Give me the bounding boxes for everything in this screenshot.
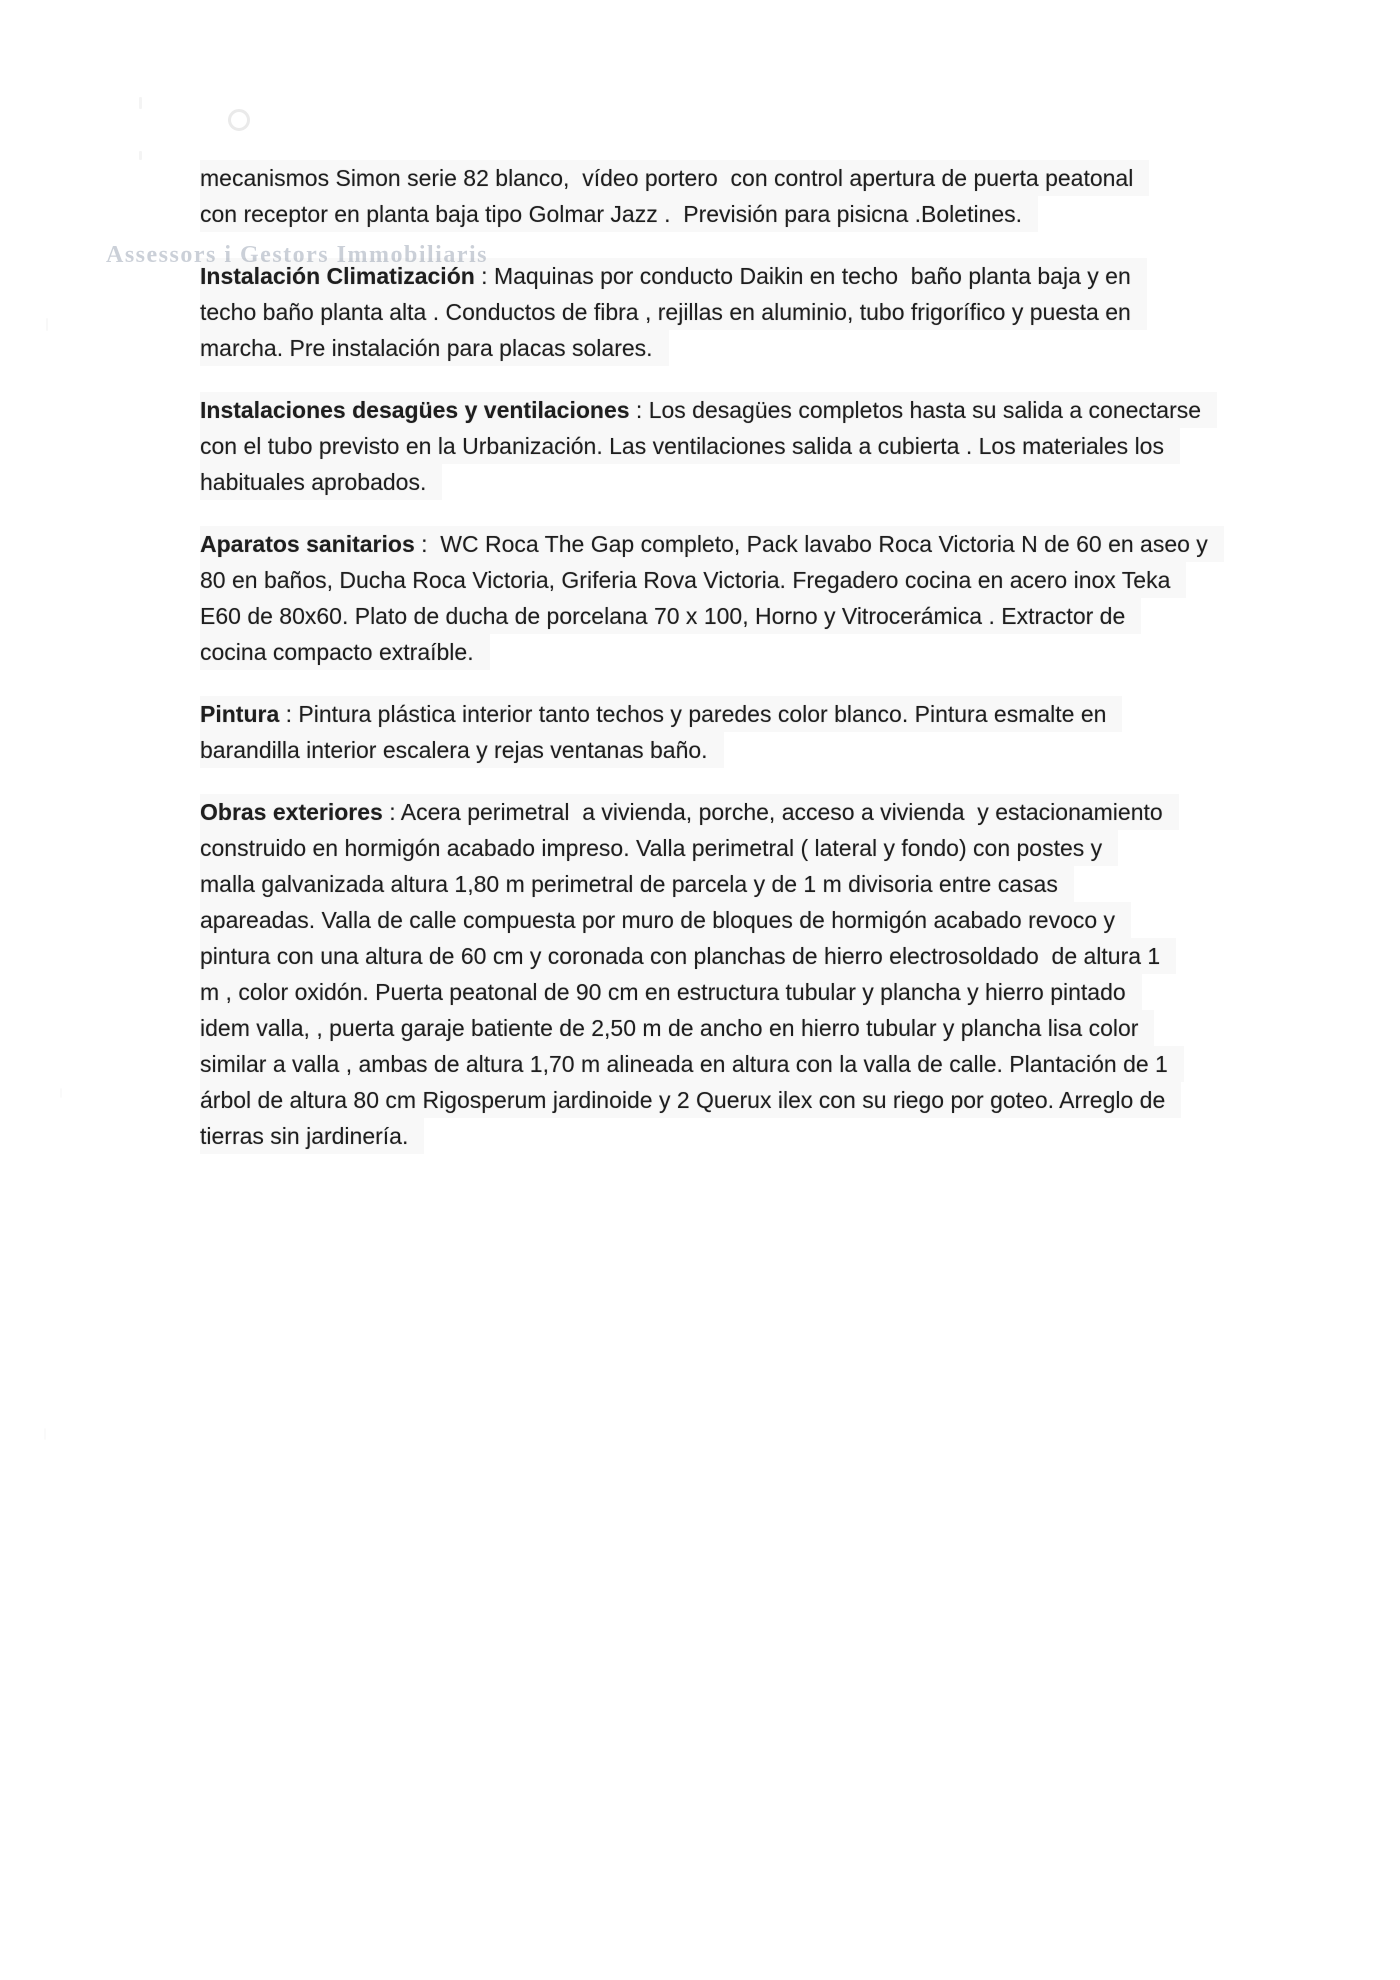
body-text: idem valla, , puerta garaje batiente de 2,50 m de ancho en hierro tubular y plancha lisa color (200, 1015, 1139, 1041)
section-heading: Instalaciones desagües y ventilaciones (200, 397, 630, 423)
body-text: tierras sin jardinería. (200, 1123, 409, 1149)
text-line (200, 696, 1122, 732)
text-line (200, 830, 1118, 866)
body-text: con el tubo previsto en la Urbanización. Las ventilaciones salida a cubierta . Los materiales los (200, 433, 1164, 459)
scan-artifact-ring (228, 109, 250, 131)
section-heading: Pintura (200, 701, 280, 727)
text-line (200, 902, 1131, 938)
text-line (200, 464, 442, 500)
body-text: habituales aprobados. (200, 469, 427, 495)
body-text: apareadas. Valla de calle compuesta por muro de bloques de hormigón acabado revoco y (200, 907, 1116, 933)
text-line (200, 1046, 1184, 1082)
watermark-text: Assessors i Gestors Immobiliaris (106, 242, 488, 268)
body-text: E60 de 80x60. Plato de ducha de porcelana 70 x 100, Horno y Vitrocerámica . Extractor de (200, 603, 1126, 629)
text-line (200, 974, 1142, 1010)
text-line (200, 794, 1179, 830)
body-text: similar a valla , ambas de altura 1,70 m alineada en altura con la valla de calle. Plantación de 1 (200, 1051, 1168, 1077)
paragraph-obras-exteriores (200, 794, 1245, 1154)
text-line (200, 598, 1141, 634)
body-text: : Acera perimetral a vivienda, porche, acceso a vivienda y estacionamiento (382, 799, 1163, 825)
body-text: barandilla interior escalera y rejas ventanas baño. (200, 737, 708, 763)
text-line (200, 634, 490, 670)
text-line (200, 160, 1149, 196)
body-text: : Maquinas por conducto Daikin en techo baño planta baja y en (474, 263, 1131, 289)
body-text: con receptor en planta baja tipo Golmar Jazz . Previsión para pisicna .Boletines. (200, 201, 1023, 227)
text-line (200, 428, 1180, 464)
scan-artifact-smudge (60, 1088, 62, 1098)
scan-artifact-smudge (46, 318, 48, 331)
paragraph-aparatos-sanitarios (200, 526, 1245, 670)
body-text: 80 en baños, Ducha Roca Victoria, Griferia Rova Victoria. Fregadero cocina en acero inox Teka (200, 567, 1171, 593)
body-text: construido en hormigón acabado impreso. Valla perimetral ( lateral y fondo) con postes y (200, 835, 1103, 861)
section-heading: Instalación Climatización (200, 263, 475, 289)
scan-artifact-smudge (139, 97, 142, 109)
body-text: pintura con una altura de 60 cm y coronada con planchas de hierro electrosoldado de altura 1 (200, 943, 1161, 969)
body-text: : Pintura plástica interior tanto techos y paredes color blanco. Pintura esmalte en (279, 701, 1107, 727)
text-line (200, 1118, 424, 1154)
scan-artifact-smudge (139, 151, 142, 160)
text-line (200, 562, 1186, 598)
body-text: malla galvanizada altura 1,80 m perimetral de parcela y de 1 m divisoria entre casas (200, 871, 1058, 897)
text-line (200, 732, 724, 768)
body-text: mecanismos Simon serie 82 blanco, vídeo portero con control apertura de puerta peatonal (200, 165, 1134, 191)
body-text: árbol de altura 80 cm Rigosperum jardinoide y 2 Querux ilex con su riego por goteo. Arreglo de (200, 1087, 1166, 1113)
body-text: m , color oxidón. Puerta peatonal de 90 cm en estructura tubular y plancha y hierro pintado (200, 979, 1126, 1005)
text-line (200, 392, 1217, 428)
body-text: : Los desagües completos hasta su salida a conectarse (629, 397, 1202, 423)
text-line (200, 1082, 1181, 1118)
text-line (200, 938, 1176, 974)
body-text: : WC Roca The Gap completo, Pack lavabo Roca Victoria N de 60 en aseo y (414, 531, 1208, 557)
text-line (200, 196, 1038, 232)
text-line (200, 294, 1147, 330)
paragraph-pintura (200, 696, 1245, 768)
text-line (200, 258, 1147, 294)
paragraph-instalacion-climatizacion (200, 258, 1245, 366)
paragraph-mecanismos (200, 160, 1245, 232)
text-line (200, 526, 1224, 562)
text-line (200, 1010, 1154, 1046)
scan-artifact-smudge (44, 1428, 46, 1440)
body-text: cocina compacto extraíble. (200, 639, 474, 665)
paragraph-instalaciones-desagues (200, 392, 1245, 500)
document-text (200, 160, 1245, 1180)
body-text: marcha. Pre instalación para placas solares. (200, 335, 653, 361)
section-heading: Aparatos sanitarios (200, 531, 415, 557)
text-line (200, 866, 1074, 902)
section-heading: Obras exteriores (200, 799, 383, 825)
body-text: techo baño planta alta . Conductos de fibra , rejillas en aluminio, tubo frigorífico y puesta en (200, 299, 1131, 325)
text-line (200, 330, 669, 366)
